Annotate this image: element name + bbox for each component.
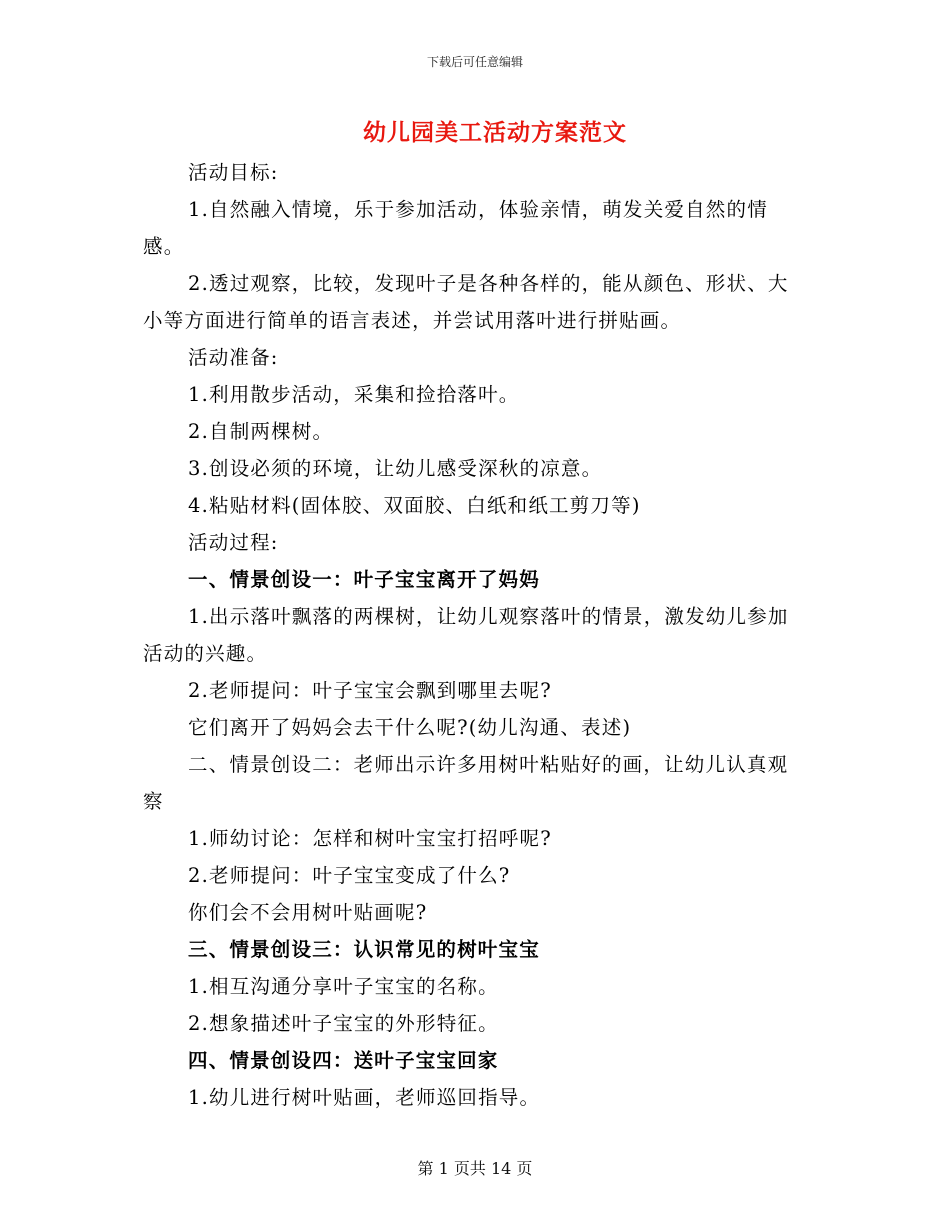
paragraph: 1.相互沟通分享叶子宝宝的名称。 (188, 975, 499, 998)
section-heading: 四、情景创设四：送叶子宝宝回家 (188, 1049, 499, 1072)
paragraph: 2.透过观察，比较，发现叶子是各种各样的，能从颜色、形状、大小等方面进行简单的语言表述，并尝试用落叶进行拼贴画。 (143, 272, 789, 332)
paragraph: 3.创设必须的环境，让幼儿感受深秋的凉意。 (188, 457, 603, 480)
paragraph: 你们会不会用树叶贴画呢? (188, 901, 428, 924)
paragraph: 4.粘贴材料(固体胶、双面胶、白纸和纸工剪刀等) (188, 494, 641, 517)
paragraph: 1.自然融入情境，乐于参加活动，体验亲情，萌发关爱自然的情感。 (143, 198, 768, 258)
paragraph: 1.幼儿进行树叶贴画，老师巡回指导。 (188, 1086, 541, 1109)
document-title: 幼儿园美工活动方案范文 (363, 119, 627, 146)
paragraph: 1.利用散步活动，采集和捡拾落叶。 (188, 383, 520, 406)
paragraph: 它们离开了妈妈会去干什么呢?(幼儿沟通、表述) (188, 716, 632, 739)
paragraph: 活动准备: (188, 346, 279, 369)
paragraph: 1.出示落叶飘落的两棵树，让幼儿观察落叶的情景，激发幼儿参加活动的兴趣。 (143, 605, 789, 665)
page-footer: 第 1 页共 14 页 (417, 1159, 533, 1178)
section-heading: 一、情景创设一：叶子宝宝离开了妈妈 (188, 568, 540, 591)
paragraph: 二、情景创设二：老师出示许多用树叶粘贴好的画，让幼儿认真观察 (143, 753, 789, 813)
paragraph: 2.老师提问：叶子宝宝会飘到哪里去呢? (188, 679, 552, 702)
paragraph: 2.自制两棵树。 (188, 420, 334, 443)
paragraph: 1.师幼讨论：怎样和树叶宝宝打招呼呢? (188, 827, 552, 850)
header-note: 下载后可任意编辑 (426, 55, 523, 69)
paragraph: 2.想象描述叶子宝宝的外形特征。 (188, 1012, 499, 1035)
paragraph: 活动目标: (188, 161, 279, 184)
paragraph: 活动过程: (188, 531, 279, 554)
section-heading: 三、情景创设三：认识常见的树叶宝宝 (188, 938, 540, 961)
document-body (143, 154, 803, 1116)
paragraph: 2.老师提问：叶子宝宝变成了什么? (188, 864, 511, 887)
